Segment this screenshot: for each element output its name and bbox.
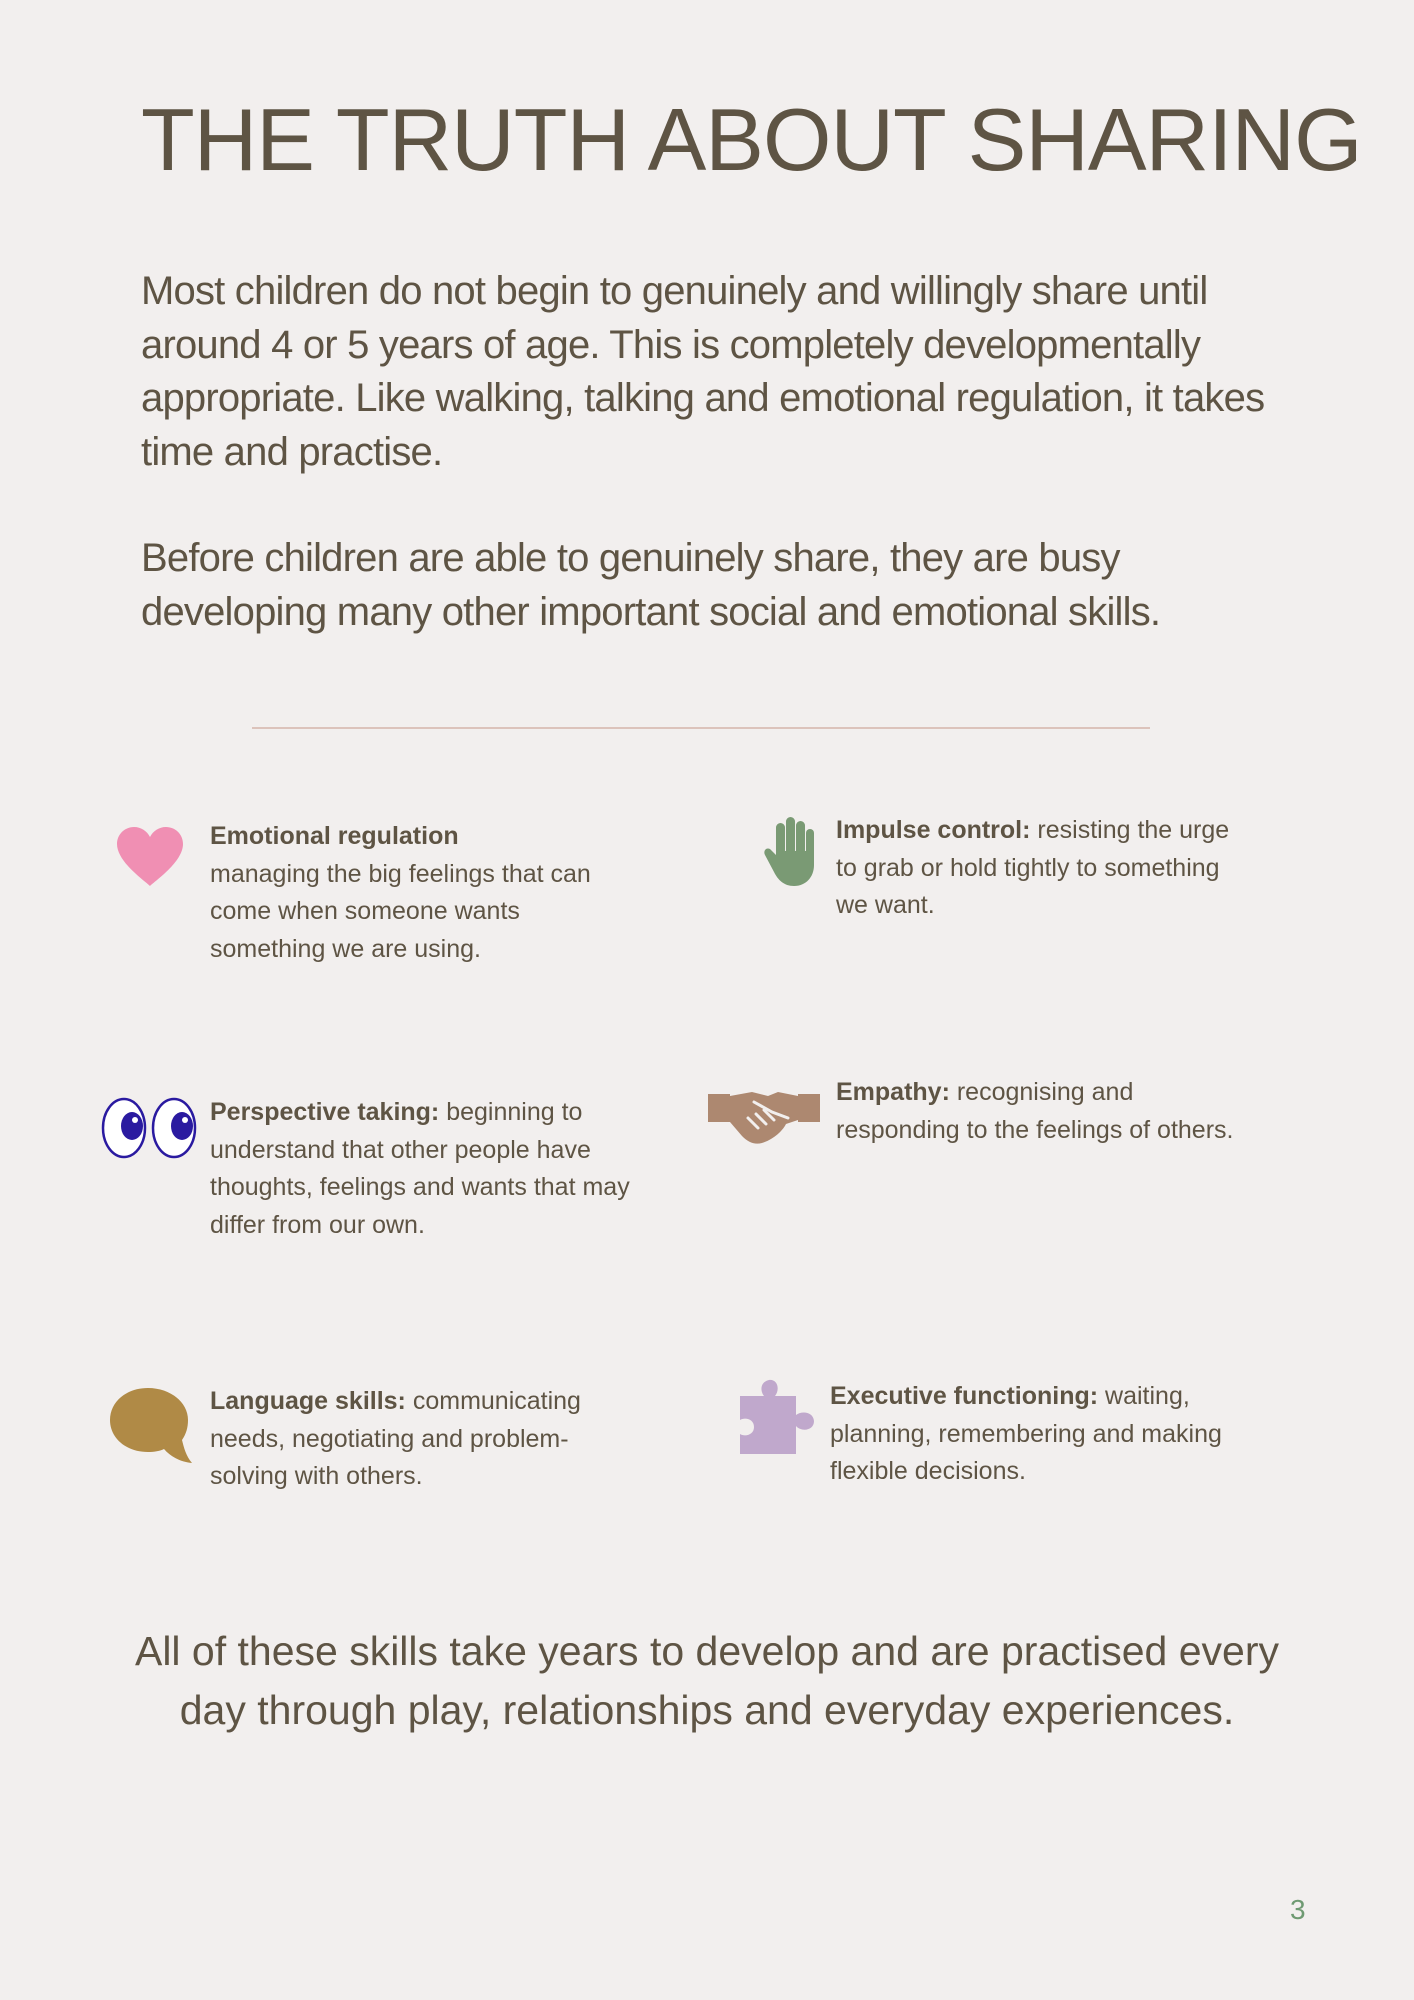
skill-heading: Executive functioning: (830, 1382, 1099, 1410)
skill-text (836, 1074, 1236, 1149)
skill-heading: Impulse control: (836, 816, 1031, 844)
page-number: 3 (1290, 1894, 1306, 1925)
raised-hand-icon (762, 815, 822, 887)
skill-description: resisting the urge to grab or hold tightly to something we want. (836, 816, 1230, 919)
intro-paragraph: Most children do not begin to genuinely and willingly share until around 4 or 5 years of age. This is completely developmentally appropriate. Like walking, talking and emotional regulation, it takes time and practise. (141, 269, 1265, 474)
skill-heading: Perspective taking: (210, 1098, 440, 1126)
speech-bubble-icon (108, 1386, 194, 1466)
heart-icon (115, 826, 185, 888)
intro-text (141, 265, 1291, 639)
skill-heading: Language skills: (210, 1387, 406, 1415)
section-divider (252, 727, 1150, 729)
closing-statement: All of these skills take years to develop and are practised every day through play, relationships and everyday experiences. (134, 1628, 1280, 1733)
skill-description: waiting, planning, remembering and making flexible decisions. (830, 1382, 1222, 1485)
skill-heading: Emotional regulation (210, 822, 459, 850)
intro-paragraph: Before children are able to genuinely share, they are busy developing many other important social and emotional skills. (141, 536, 1161, 634)
skill-text (830, 1378, 1250, 1491)
skill-description: recognising and responding to the feelings of others. (836, 1078, 1234, 1144)
page-title: THE TRUTH ABOUT SHARING (141, 90, 1362, 189)
skill-heading: Empathy: (836, 1078, 950, 1106)
skill-text (836, 812, 1236, 925)
handshake-icon (708, 1088, 820, 1146)
eyes-icon (100, 1096, 198, 1160)
puzzle-piece-icon (738, 1378, 816, 1456)
skill-description: beginning to understand that other people have thoughts, feelings and wants that may differ from our own. (210, 1098, 630, 1239)
skill-description: managing the big feelings that can come when someone wants something we are using. (210, 859, 591, 963)
skill-text (210, 1383, 630, 1496)
skill-text (210, 818, 630, 968)
skill-description: communicating needs, negotiating and problem-solving with others. (210, 1387, 581, 1490)
skill-text (210, 1094, 650, 1244)
